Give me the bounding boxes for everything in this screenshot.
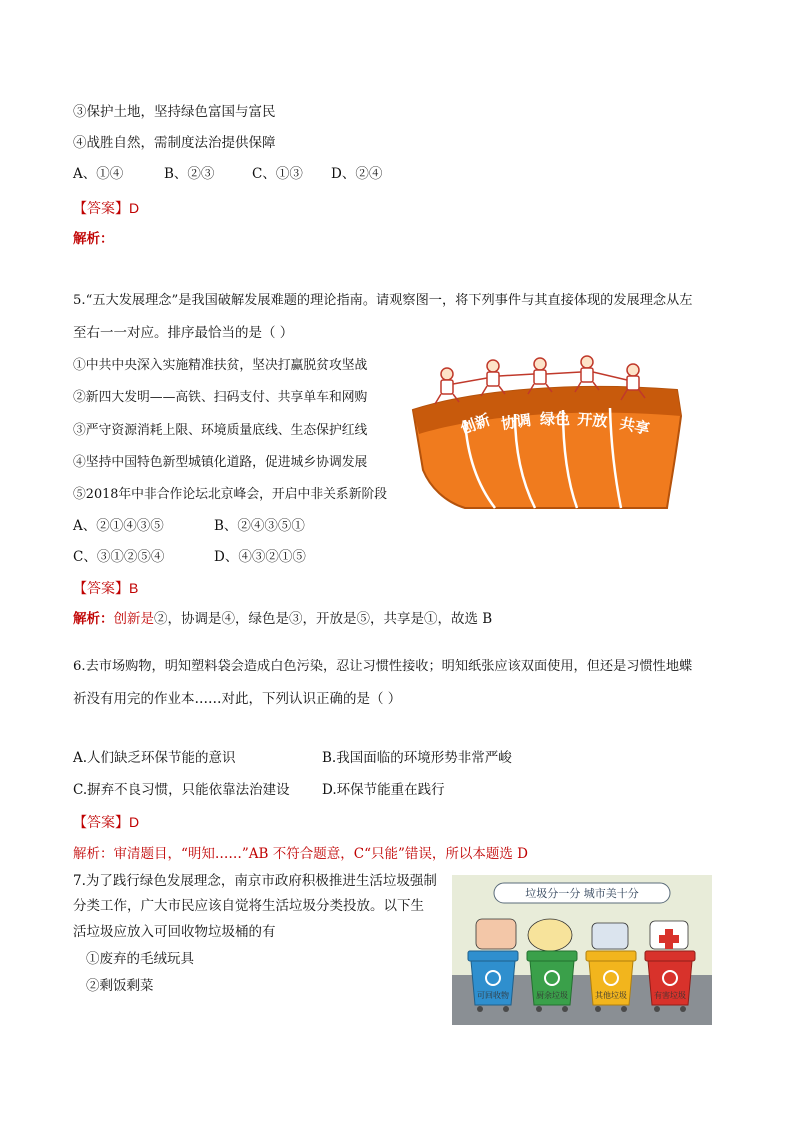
analysis-red-text: 创新是 [113, 611, 154, 627]
bin-label-other: 其他垃圾 [595, 991, 627, 1000]
answer-tag: 【答案】 [73, 581, 129, 597]
q6-option-a: A.人们缺乏环保节能的意识 [73, 750, 236, 766]
lane-label-sharing: 共享 [618, 414, 652, 439]
answer-value: D [129, 200, 140, 216]
q4-option-d: D、②④ [331, 166, 383, 182]
garbage-sorting-figure [452, 875, 712, 1025]
bin-label-kitchen: 厨余垃圾 [536, 991, 568, 1000]
q4-analysis-label: 解析： [73, 231, 114, 247]
q6-option-b: B.我国面临的环境形势非常严峻 [322, 750, 512, 766]
q5-option-b: B、②④③⑤① [214, 518, 305, 534]
q4-option-b: B、②③ [164, 166, 215, 182]
q5-option-c: C、③①②⑤④ [73, 549, 165, 565]
q5-item-2: ②新四大发明——高铁、扫码支付、共享单车和网购 [73, 390, 368, 405]
development-track-figure [405, 352, 687, 514]
q5-stem-line1: 5.“五大发展理念”是我国破解发展难题的理论指南。请观察图一，将下列事件与其直接体现的发展理念从左 [73, 293, 693, 308]
q6-option-d: D.环保节能重在践行 [322, 782, 445, 798]
analysis-label: 解析： [73, 611, 114, 627]
q7-stem-line3: 活垃圾应放入可回收物垃圾桶的有 [73, 924, 276, 940]
q7-item-1: ①废弃的毛绒玩具 [86, 951, 194, 967]
q6-stem-line1: 6.去市场购物，明知塑料袋会造成白色污染，忍让习惯性接收；明知纸张应该双面使用，但还是习惯性地蝶 [73, 659, 693, 674]
answer-value: D [129, 814, 140, 830]
q4-option-a: A、①④ [73, 166, 124, 182]
answer-tag: 【答案】 [73, 815, 129, 831]
q5-option-d: D、④③②①⑤ [214, 549, 306, 565]
answer-tag: 【答案】 [73, 201, 129, 217]
q7-stem-line2: 分类工作，广大市民应该自觉将生活垃圾分类投放。以下生 [73, 898, 424, 914]
bin-label-recyclable: 可回收物 [477, 991, 509, 1000]
q4-answer [73, 199, 139, 218]
q5-item-4: ④坚持中国特色新型城镇化道路，促进城乡协调发展 [73, 455, 368, 470]
bin-hazardous [645, 921, 695, 1005]
bin-kitchen [527, 919, 577, 1005]
q5-item-5: ⑤2018年中非合作论坛北京峰会，开启中非关系新阶段 [73, 487, 388, 502]
q7-item-2: ②剩饭剩菜 [86, 978, 154, 994]
q5-answer [73, 579, 138, 598]
q4-item-4: ④战胜自然，需制度法治提供保障 [73, 135, 276, 151]
banner-text: 垃圾分一分 城市美十分 [525, 887, 639, 900]
analysis-text: ②，协调是④，绿色是③，开放是⑤，共享是①，故选 B [154, 611, 493, 627]
q5-item-3: ③严守资源消耗上限、环境质量底线、生态保护红线 [73, 423, 368, 438]
q7-stem-line1: 7.为了践行绿色发展理念，南京市政府积极推进生活垃圾强制 [73, 873, 437, 889]
q6-stem-line2: 祈没有用完的作业本……对此，下列认识正确的是（ ） [73, 691, 402, 707]
q6-option-c: C.摒弃不良习惯，只能依靠法治建设 [73, 782, 290, 798]
q5-stem-line2: 至右一一对应。排序最恰当的是（ ） [73, 325, 294, 341]
answer-value: B [129, 580, 139, 596]
q5-option-a: A、②①④③⑤ [73, 518, 164, 534]
bin-label-hazardous: 有害垃圾 [654, 991, 686, 1000]
q5-analysis [73, 610, 492, 628]
q6-answer [73, 813, 139, 832]
q4-option-c: C、①③ [252, 166, 303, 182]
q6-analysis: 解析：审清题目，“明知……”AB 不符合题意，C“只能”错误，所以本题选 D [73, 846, 529, 862]
lane-label-coordination: 协调 [500, 410, 533, 433]
lane-label-openness: 开放 [576, 410, 609, 431]
q4-item-3: ③保护土地，坚持绿色富国与富民 [73, 104, 276, 120]
lane-label-green: 绿色 [540, 410, 571, 428]
lane-label-innovation: 创新 [458, 410, 493, 438]
q5-item-1: ①中共中央深入实施精准扶贫，坚决打赢脱贫攻坚战 [73, 358, 368, 373]
